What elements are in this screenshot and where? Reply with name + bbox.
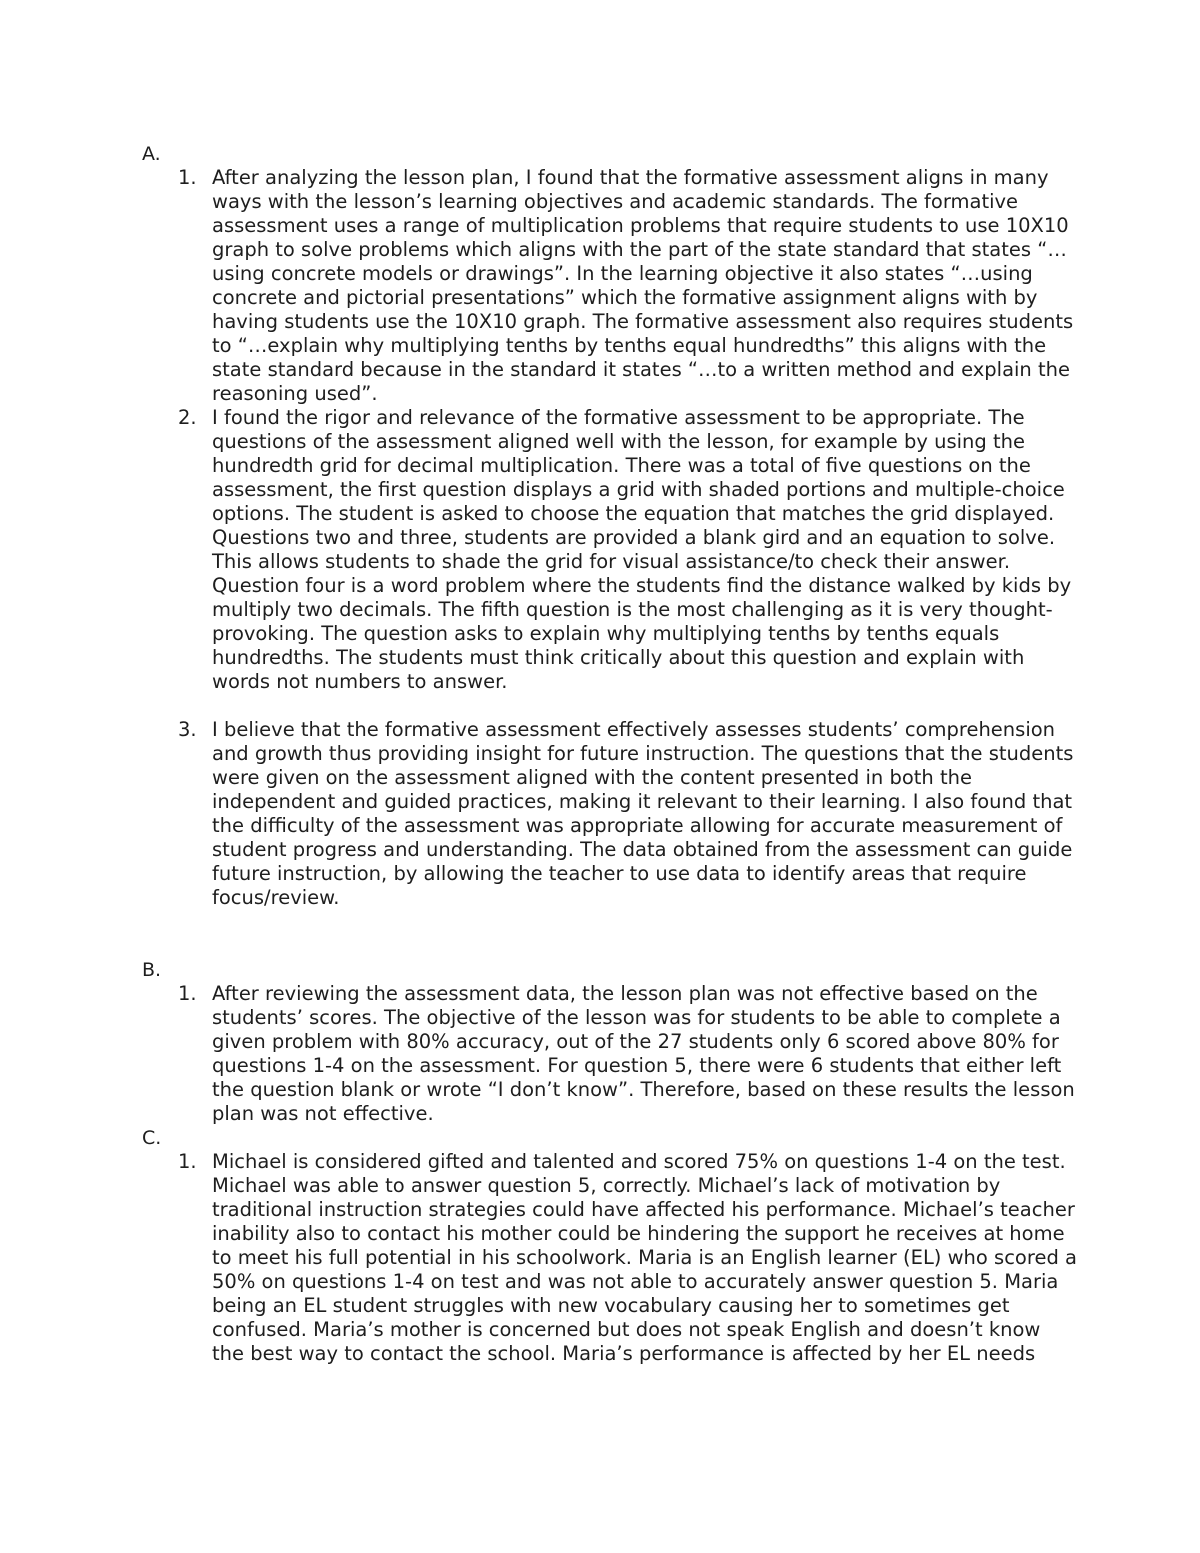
section-a-item-1	[178, 166, 1078, 406]
section-b-item-1	[178, 982, 1078, 1126]
section-c-item-1	[178, 1150, 1078, 1366]
item-text: After reviewing the assessment data, the lesson plan was not effective based on the students’ scores. The objective of the lesson was for students to be able to complete a given problem with 80% accuracy, out of the 27 students only 6 scored above 80% for questions 1-4 on the assessment. For question 5, there were 6 students that either left the question blank or wrote “I don’t know”. Therefore, based on these results the lesson plan was not effective.	[212, 982, 1075, 1125]
item-number: 2.	[178, 406, 197, 429]
item-text: After analyzing the lesson plan, I found that the formative assessment aligns in many ways with the lesson’s learning objectives and academic standards. The formative assessment uses a range of multiplication problems that require students to use 10X10 graph to solve problems which aligns with the part of the state standard that states “…using concrete models or drawings”. In the learning objective it also states “…using concrete and pictorial presentations” which the formative assignment aligns with by having students use the 10X10 graph. The formative assessment also requires students to “…explain why multiplying tenths by tenths equal hundredths” this aligns with the state standard because in the standard it states “…to a written method and explain the reasoning used”.	[212, 166, 1074, 405]
item-text: Michael is considered gifted and talented and scored 75% on questions 1-4 on the test. Michael was able to answer question 5, correctly. Michael’s lack of motivation by traditional instruction strategies could have affected his performance. Michael’s teacher inability also to contact his mother could be hindering the support he receives at home to meet his full potential in his schoolwork. Maria is an English learner (EL) who scored a 50% on questions 1-4 on test and was not able to accurately answer question 5. Maria being an EL student struggles with new vocabulary causing her to sometimes get confused. Maria’s mother is concerned but does not speak English and doesn’t know the best way to contact the school. Maria’s performance is affected by her EL needs	[212, 1150, 1077, 1365]
item-number: 3.	[178, 718, 197, 741]
section-a-label: A.	[142, 143, 161, 165]
section-a-item-2	[178, 406, 1078, 694]
item-number: 1.	[178, 1150, 197, 1173]
item-text: I found the rigor and relevance of the formative assessment to be appropriate. The questions of the assessment aligned well with the lesson, for example by using the hundredth grid for decimal multiplication. There was a total of five questions on the assessment, the first question displays a grid with shaded portions and multiple-choice options. The student is asked to choose the equation that matches the grid displayed. Questions two and three, students are provided a blank gird and an equation to solve. This allows students to shade the grid for visual assistance/to check their answer. Question four is a word problem where the students find the distance walked by kids by multiply two decimals. The fifth question is the most challenging as it is very thought-provoking. The question asks to explain why multiplying tenths by tenths equals hundredths. The students must think critically about this question and explain with words not numbers to answer.	[212, 406, 1072, 693]
item-number: 1.	[178, 166, 197, 189]
item-text: I believe that the formative assessment effectively assesses students’ comprehension and growth thus providing insight for future instruction. The questions that the students were given on the assessment aligned with the content presented in both the independent and guided practices, making it relevant to their learning. I also found that the difficulty of the assessment was appropriate allowing for accurate measurement of student progress and understanding. The data obtained from the assessment can guide future instruction, by allowing the teacher to use data to identify areas that require focus/review.	[212, 718, 1074, 909]
section-c-label: C.	[142, 1127, 162, 1149]
section-b-label: B.	[142, 959, 162, 981]
section-a-item-3	[178, 718, 1078, 910]
item-number: 1.	[178, 982, 197, 1005]
